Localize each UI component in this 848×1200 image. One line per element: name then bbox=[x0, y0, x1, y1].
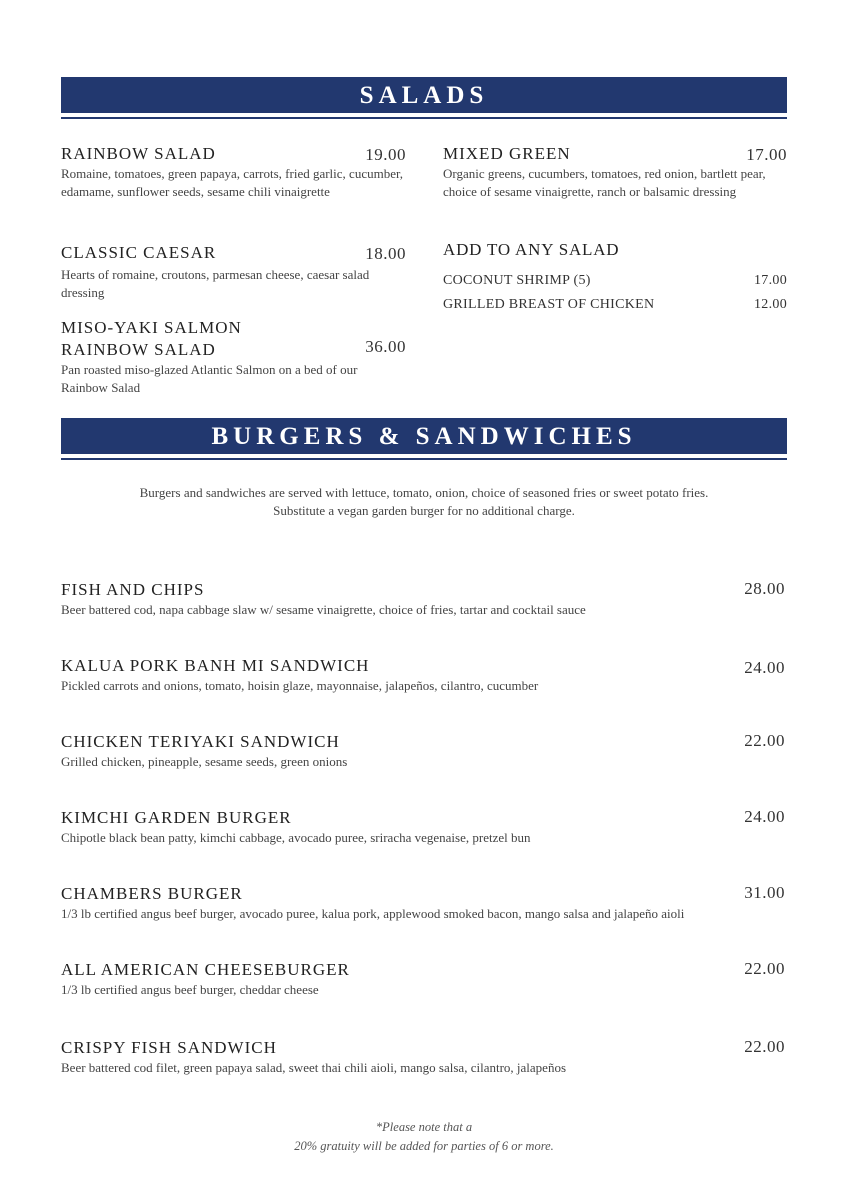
item-name: KIMCHI GARDEN BURGER bbox=[61, 808, 292, 827]
salad-item-caesar bbox=[61, 242, 406, 301]
salad-addons bbox=[443, 240, 787, 313]
burger-item-all-american bbox=[61, 959, 787, 999]
salad-item-miso-salmon bbox=[61, 317, 406, 396]
item-price: 24.00 bbox=[744, 807, 785, 826]
item-description: Romaine, tomatoes, green papaya, carrots, fried garlic, cucumber, edamame, sunflower seeds, sesame chili vinaigrette bbox=[61, 166, 404, 199]
item-description: Beer battered cod filet, green papaya salad, sweet thai chili aioli, mango salsa, cilantro, jalapeños bbox=[61, 1060, 567, 1075]
item-price: 19.00 bbox=[365, 145, 406, 164]
item-price: 22.00 bbox=[744, 731, 785, 750]
burger-item-crispy-fish bbox=[61, 1037, 787, 1077]
burger-item-chambers bbox=[61, 883, 787, 923]
item-name: CHAMBERS BURGER bbox=[61, 884, 243, 903]
gratuity-note-line-1: *Please note that a bbox=[375, 1120, 473, 1134]
item-price: 18.00 bbox=[365, 244, 406, 263]
item-name: MIXED GREEN bbox=[443, 144, 571, 163]
item-name: CLASSIC CAESAR bbox=[61, 243, 217, 262]
addon-item-grilled-chicken bbox=[443, 297, 787, 313]
salads-header: SALADS bbox=[61, 77, 787, 113]
item-price: 24.00 bbox=[744, 658, 785, 677]
burgers-intro bbox=[61, 484, 787, 520]
burger-item-chicken-teriyaki bbox=[61, 731, 787, 771]
item-name: ALL AMERICAN CHEESEBURGER bbox=[61, 960, 350, 979]
salads-rule bbox=[61, 117, 787, 119]
item-description: Pan roasted miso-glazed Atlantic Salmon on a bed of our Rainbow Salad bbox=[61, 362, 358, 395]
item-name: CRISPY FISH SANDWICH bbox=[61, 1038, 277, 1057]
item-description: Grilled chicken, pineapple, sesame seeds, green onions bbox=[61, 754, 348, 769]
item-description: Hearts of romaine, croutons, parmesan cheese, caesar salad dressing bbox=[61, 267, 370, 300]
intro-line-2: Substitute a vegan garden burger for no additional charge. bbox=[273, 503, 575, 518]
item-name-line2: RAINBOW SALAD bbox=[61, 340, 216, 359]
burger-item-kimchi-garden bbox=[61, 807, 787, 847]
addon-item-coconut-shrimp bbox=[443, 273, 787, 289]
gratuity-note-line-2: 20% gratuity will be added for parties of 6 or more. bbox=[294, 1139, 554, 1153]
item-price: 31.00 bbox=[744, 883, 785, 902]
item-description: 1/3 lb certified angus beef burger, avocado puree, kalua pork, applewood smoked bacon, mango salsa and jalapeño aioli bbox=[61, 906, 685, 921]
addon-name: COCONUT SHRIMP (5) bbox=[443, 273, 591, 288]
item-name: KALUA PORK BANH MI SANDWICH bbox=[61, 656, 370, 675]
item-name: CHICKEN TERIYAKI SANDWICH bbox=[61, 732, 340, 751]
item-description: Organic greens, cucumbers, tomatoes, red onion, bartlett pear, choice of sesame vinaigrette, ranch or balsamic dressing bbox=[443, 166, 766, 199]
intro-line-1: Burgers and sandwiches are served with lettuce, tomato, onion, choice of seasoned fries or sweet potato fries. bbox=[139, 485, 709, 500]
item-price: 36.00 bbox=[365, 337, 406, 356]
item-description: Chipotle black bean patty, kimchi cabbage, avocado puree, sriracha vegenaise, pretzel bun bbox=[61, 830, 531, 845]
addons-title: ADD TO ANY SALAD bbox=[443, 240, 620, 259]
item-name-line1: MISO-YAKI SALMON bbox=[61, 318, 242, 337]
item-price: 22.00 bbox=[744, 1037, 785, 1056]
gratuity-note bbox=[0, 1118, 848, 1156]
item-price: 28.00 bbox=[744, 579, 785, 598]
burgers-rule bbox=[61, 458, 787, 460]
salad-item-mixed-green bbox=[443, 143, 787, 200]
salad-item-rainbow bbox=[61, 143, 406, 200]
burgers-header: BURGERS & SANDWICHES bbox=[61, 418, 787, 454]
addon-name: GRILLED BREAST OF CHICKEN bbox=[443, 297, 655, 312]
addon-price: 17.00 bbox=[754, 273, 787, 288]
item-description: 1/3 lb certified angus beef burger, cheddar cheese bbox=[61, 982, 319, 997]
burger-item-kalua-pork bbox=[61, 655, 787, 695]
item-price: 17.00 bbox=[746, 145, 787, 164]
item-name: FISH AND CHIPS bbox=[61, 580, 205, 599]
item-price: 22.00 bbox=[744, 959, 785, 978]
item-description: Beer battered cod, napa cabbage slaw w/ sesame vinaigrette, choice of fries, tartar and cocktail sauce bbox=[61, 602, 586, 617]
item-name: RAINBOW SALAD bbox=[61, 144, 216, 163]
burger-item-fish-and-chips bbox=[61, 579, 787, 619]
addon-price: 12.00 bbox=[754, 297, 787, 312]
item-description: Pickled carrots and onions, tomato, hoisin glaze, mayonnaise, jalapeños, cilantro, cucumber bbox=[61, 678, 539, 693]
